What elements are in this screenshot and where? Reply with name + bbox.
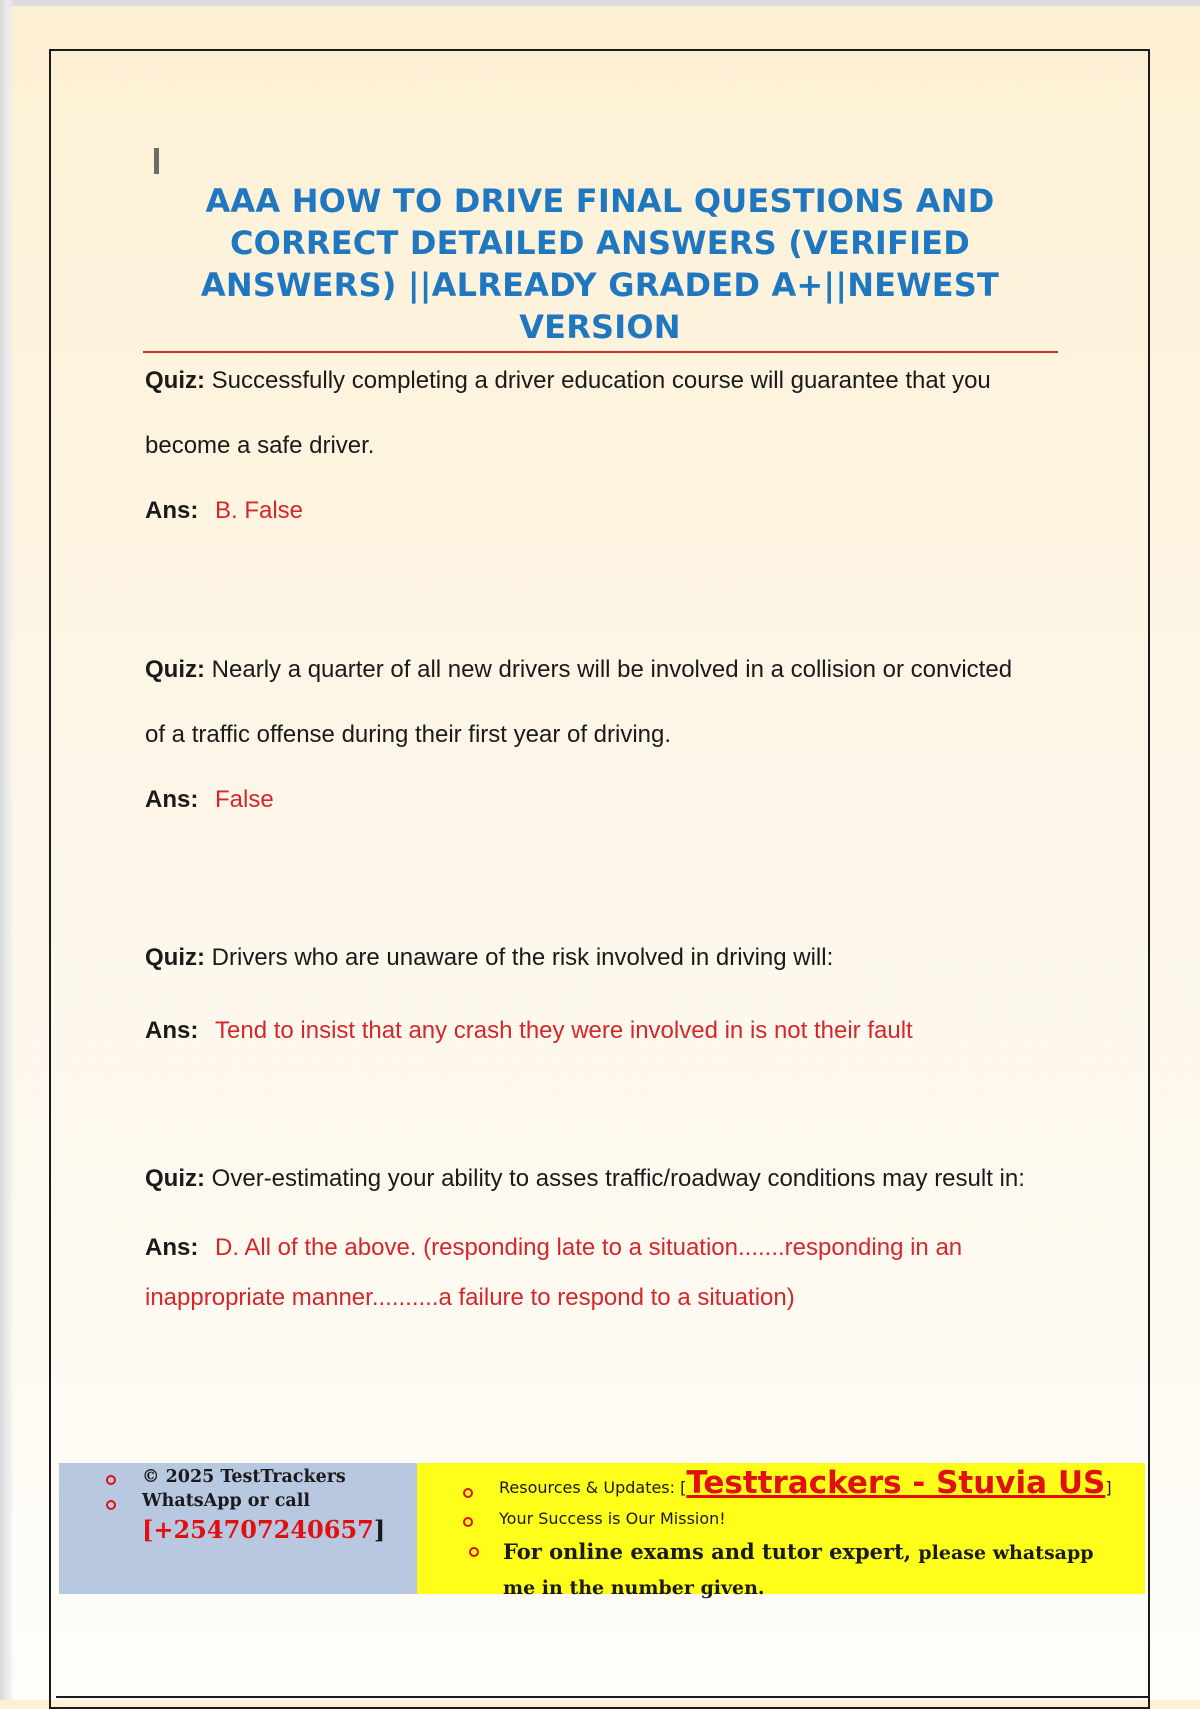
quiz-label: Quiz: [145,656,205,683]
resources-close-bracket: ] [1105,1478,1112,1497]
bullet-icon [469,1547,479,1557]
answer-text: False [215,786,274,813]
answer [145,1006,1035,1056]
answer-text: Tend to insist that any crash they were involved in is not their fault [215,1017,913,1044]
question [145,348,1035,478]
question-text: Over-estimating your ability to asses traffic/roadway conditions may result in: [211,1165,1025,1192]
question [145,1146,1035,1211]
footer-promo-panel [417,1463,1145,1599]
footer-banner [59,1463,1145,1599]
qa-item-1 [145,348,1035,536]
phone-number[interactable] [142,1515,385,1544]
answer-text: B. False [215,497,304,524]
question-text: Successfully completing a driver education course will guarantee that you become a safe driver. [145,367,991,459]
qa-item-2 [145,637,1035,825]
answer [145,775,1035,825]
bullet-icon [106,1500,116,1510]
promo-part-1: For online exams and tutor expert, [503,1539,912,1564]
viewer-left-edge [0,0,14,1700]
answer [145,486,1035,536]
qa-item-3 [145,925,1035,1056]
ans-label: Ans: [145,1017,199,1044]
document-title: AAA HOW TO DRIVE FINAL QUESTIONS AND CORRECT DETAILED ANSWERS (VERIFIED ANSWERS) ||ALREADY GRADED A+||NEWEST VERSION [200,182,1000,346]
stuvia-link[interactable]: Testtrackers - Stuvia US [686,1465,1106,1501]
answer-text: D. All of the above. (responding late to a situation.......responding in an inappropriate manner..........a failure to respond to a situation) [145,1234,963,1311]
phone-digits: [+254707240657 [142,1515,374,1544]
ans-label: Ans: [145,786,199,813]
viewer-top-edge [0,0,1200,6]
answer [145,1223,1035,1323]
ans-label: Ans: [145,1234,199,1261]
footer-contact-panel [59,1463,417,1594]
question-text: Nearly a quarter of all new drivers will be involved in a collision or convicted of a traffic offense during their first year of driving. [145,656,1013,748]
quiz-label: Quiz: [145,944,205,971]
bullet-icon [106,1475,116,1485]
text-cursor [154,148,159,174]
qa-item-4 [145,1146,1035,1323]
quiz-label: Quiz: [145,367,205,394]
phone-close-bracket: ] [373,1515,386,1544]
resources-label: Resources & Updates: [ [499,1478,687,1497]
contact-label: WhatsApp or call [142,1491,311,1511]
promo-part-2: please whatsapp me in the number given. [503,1542,1094,1599]
ans-label: Ans: [145,497,199,524]
copyright-text: © 2025 TestTrackers [142,1467,346,1487]
page-bottom-rule [56,1696,1149,1698]
mission-text: Your Success is Our Mission! [499,1509,726,1528]
bullet-icon [463,1517,473,1527]
quiz-label: Quiz: [145,1165,205,1192]
question [145,637,1035,767]
bullet-icon [463,1488,473,1498]
promo-text [503,1535,1113,1605]
resources-line [499,1465,1112,1501]
question [145,925,1035,990]
question-text: Drivers who are unaware of the risk involved in driving will: [211,944,834,971]
